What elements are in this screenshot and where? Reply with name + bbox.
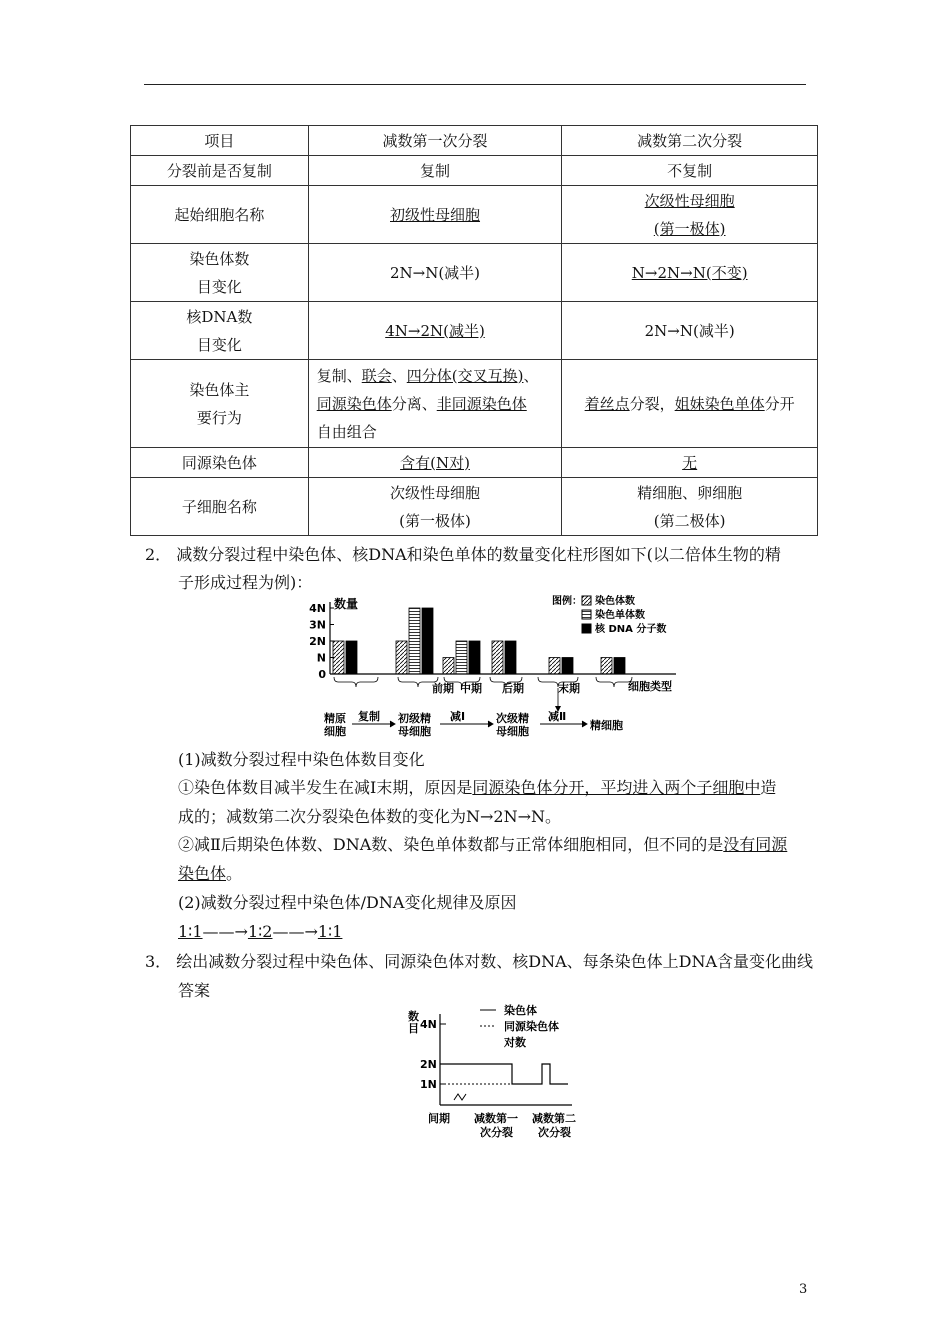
x-label: 细胞类型 <box>628 680 672 693</box>
section3-line1: 3． 绘出减数分裂过程中染色体、同源染色体对数、核DNA、每条染色体上DNA含量变化曲线 <box>145 952 814 971</box>
label-line: 染色体数 <box>189 249 250 268</box>
axis-break <box>454 1094 466 1100</box>
table-row <box>131 186 818 244</box>
header-cell: 减数第二次分裂 <box>562 126 818 156</box>
legend-label: 核 DNA 分子数 <box>595 624 667 635</box>
bar-chromosome <box>396 641 407 674</box>
phase-label: 前期 <box>432 682 454 695</box>
flow-text: 精原 <box>324 712 346 725</box>
answer: 4N→2N(减半) <box>385 321 485 340</box>
flow-text: 次级精 <box>496 712 529 725</box>
text: 分裂， <box>629 394 675 413</box>
cell <box>562 244 818 302</box>
answer: 次级性母细胞 <box>644 191 735 210</box>
text: 次级性母细胞 <box>390 483 481 502</box>
bar-chromosome <box>549 658 560 675</box>
answer: 同源染色体分开，平均进入两个子细胞中 <box>472 778 761 797</box>
ratio: 1∶2 <box>247 922 273 941</box>
phase-label: 末期 <box>558 682 580 695</box>
table-header-row <box>131 126 818 156</box>
table-row <box>131 360 818 448</box>
row-label <box>131 360 309 448</box>
cell <box>308 302 562 360</box>
legend-swatch-chromosome <box>582 596 591 605</box>
text: 、 <box>523 366 539 385</box>
text: (第一极体) <box>399 511 471 530</box>
ratio: 1∶1 <box>178 922 203 941</box>
row-label: 分裂前是否复制 <box>131 156 309 186</box>
answer: 同源染色体 <box>316 394 392 413</box>
ratio: 1∶1 <box>317 922 343 941</box>
label-line: 目变化 <box>196 277 242 296</box>
y-label: 目 <box>408 1022 419 1035</box>
bar-chromatid <box>409 608 420 674</box>
answer: 含有(N对) <box>400 453 470 472</box>
bar-chromosome <box>333 641 344 674</box>
section3-answer: 答案 <box>178 981 211 1000</box>
table-row <box>131 448 818 478</box>
flow-text: 精细胞 <box>590 719 623 732</box>
series-chromosome <box>440 1064 568 1084</box>
cell: 复制 <box>308 156 562 186</box>
table-row <box>131 244 818 302</box>
y-tick-label: 1N <box>420 1078 437 1091</box>
phase-label: 后期 <box>502 682 524 695</box>
flow-text: 母细胞 <box>496 725 529 738</box>
flow-text: 减Ⅱ <box>548 710 567 723</box>
y-ticks <box>440 1024 446 1084</box>
ratio-line <box>178 917 342 946</box>
y-tick-label: 2N <box>309 635 326 648</box>
flow-text: 初级精 <box>398 712 431 725</box>
y-tick-label: N <box>316 651 326 665</box>
legend-swatch-chromatid <box>582 610 591 619</box>
x-label: 次分裂 <box>538 1126 571 1139</box>
text: ②减Ⅱ后期染色体数、DNA数、染色单体数都与正常体细胞相同，但不同的是 <box>178 835 724 854</box>
legend-label: 同源染色体 <box>504 1020 559 1033</box>
cell <box>308 478 562 536</box>
label-line: 染色体主 <box>189 380 250 399</box>
cell <box>308 360 562 448</box>
bar-chromosome <box>601 658 612 675</box>
cell <box>562 360 818 448</box>
legend-swatch-dna <box>582 624 591 633</box>
bar-dna <box>346 641 357 674</box>
bar-chromatid <box>456 641 467 674</box>
item1-line2: 成的；减数第二次分裂染色体数的变化为N→2N→N。 <box>178 807 561 826</box>
answer: 染色体 <box>178 864 227 883</box>
answer: 姐妹染色单体 <box>674 394 765 413</box>
ratio-arrow: ——→ <box>272 922 318 941</box>
cell: 不复制 <box>562 156 818 186</box>
cell <box>562 478 818 536</box>
x-label: 减数第一 <box>474 1112 518 1125</box>
flow-text: 复制 <box>358 710 380 723</box>
x-label: 减数第二 <box>532 1112 576 1125</box>
section2-line2: 子形成过程为例)： <box>178 573 313 592</box>
text: 分开 <box>764 394 795 413</box>
y-tick-label: 4N <box>309 602 326 615</box>
brace <box>334 677 378 687</box>
answer: 非同源染色体 <box>436 394 527 413</box>
flow-arrow-head <box>582 721 587 727</box>
legend-title: 图例： <box>552 596 582 607</box>
legend-label: 染色单体数 <box>595 610 645 621</box>
flow-text: 母细胞 <box>398 725 431 738</box>
cell: 2N→N(减半) <box>308 244 562 302</box>
text: ①染色体数目减半发生在减Ⅰ末期，原因是 <box>178 778 473 797</box>
item2-line1 <box>178 830 787 859</box>
answer: 初级性母细胞 <box>390 205 481 224</box>
ratio-arrow: ——→ <box>202 922 248 941</box>
y-tick-label: 0 <box>318 668 326 681</box>
flow-text: 细胞 <box>324 725 346 738</box>
x-label: 间期 <box>428 1112 450 1125</box>
text: 精细胞、卵细胞 <box>637 483 743 502</box>
y-tick-label: 4N <box>420 1018 437 1031</box>
legend-label: 对数 <box>504 1036 526 1049</box>
text: 分离、 <box>391 394 437 413</box>
bar-dna <box>614 658 625 675</box>
row-label <box>131 302 309 360</box>
item1-line1 <box>178 773 776 802</box>
bar-dna <box>562 658 573 675</box>
row-label: 起始细胞名称 <box>131 186 309 244</box>
label-line: 目变化 <box>196 335 242 354</box>
answer: 联会 <box>361 366 392 385</box>
flow-arrow-head <box>488 721 493 727</box>
row-label: 子细胞名称 <box>131 478 309 536</box>
row-label <box>131 244 309 302</box>
flow-arrow-head <box>390 721 395 727</box>
row-label: 同源染色体 <box>131 448 309 478</box>
cell <box>562 186 818 244</box>
answer: 没有同源 <box>723 835 788 854</box>
page-number: 3 <box>799 1282 808 1297</box>
cell <box>562 448 818 478</box>
text: 造 <box>760 778 777 797</box>
answer: (第一极体) <box>653 219 726 238</box>
label-line: 要行为 <box>196 408 242 427</box>
answer: 四分体(交叉互换) <box>406 366 524 385</box>
text: (第二极体) <box>653 511 726 530</box>
cell <box>308 186 562 244</box>
text: 、 <box>391 366 407 385</box>
cell <box>308 448 562 478</box>
table-row <box>131 302 818 360</box>
bar-chart <box>300 592 700 744</box>
sub1: (1)减数分裂过程中染色体数目变化 <box>178 750 425 769</box>
text: 。 <box>226 864 243 883</box>
cell: 2N→N(减半) <box>562 302 818 360</box>
label-line: 核DNA数 <box>186 307 253 326</box>
bar-dna <box>469 641 480 674</box>
table-row <box>131 478 818 536</box>
brace <box>596 677 632 687</box>
y-label: 数量 <box>334 597 359 611</box>
x-label: 次分裂 <box>480 1126 513 1139</box>
y-tick-label: 3N <box>309 618 326 632</box>
y-label: 数 <box>408 1010 419 1023</box>
phase-label: 中期 <box>460 682 482 695</box>
bar-chromosome <box>443 658 454 675</box>
legend-label: 染色体数 <box>595 596 635 607</box>
header-cell: 项目 <box>131 126 309 156</box>
header-rule <box>144 84 806 85</box>
answer: 着丝点 <box>584 394 630 413</box>
line-chart <box>400 1000 600 1142</box>
bar-dna <box>422 608 433 674</box>
section2-line1: 2． 减数分裂过程中染色体、核DNA和染色单体的数量变化柱形图如下(以二倍体生物的精 <box>145 545 781 564</box>
sub2: (2)减数分裂过程中染色体/DNA变化规律及原因 <box>178 893 517 912</box>
bar-dna <box>505 641 516 674</box>
bar-chromosome <box>492 641 503 674</box>
legend-label: 染色体 <box>504 1004 537 1017</box>
flow-text: 减Ⅰ <box>450 710 466 723</box>
text: 自由组合 <box>316 422 377 441</box>
header-cell: 减数第一次分裂 <box>308 126 562 156</box>
text: 复制、 <box>316 366 362 385</box>
braces <box>334 677 632 687</box>
answer: N→2N→N(不变) <box>631 263 748 282</box>
table-row <box>131 156 818 186</box>
item2-line2 <box>178 859 242 888</box>
y-tick-label: 2N <box>420 1058 437 1071</box>
bars-group <box>333 608 625 674</box>
answer: 无 <box>682 453 698 472</box>
comparison-table <box>130 125 818 536</box>
